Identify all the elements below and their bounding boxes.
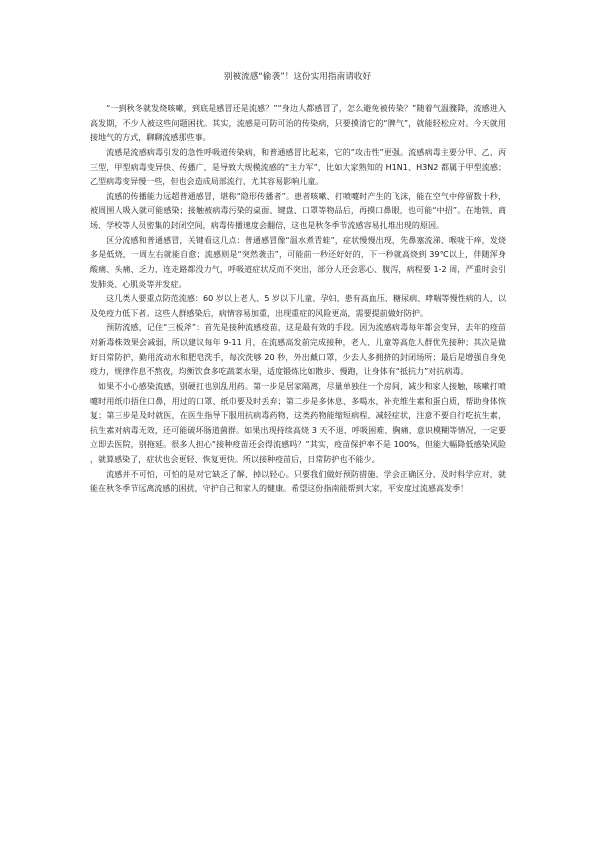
paragraph-what-is-flu: 流感是流感病毒引发的急性呼吸道传染病，和普通感冒比起来，它的“攻击性”更强。流感病毒主要分甲、乙、丙三型，甲型病毒变异快、传播广，是导致大规模流感的“主力军”，比如大家熟知的 H1N1、H3N2 都属于甲型流感；乙型病毒变异慢一些，但也会造成局部流行，尤其容易影响儿童。	[90, 147, 506, 187]
paragraph-high-risk-groups: 这几类人要重点防范流感：60 岁以上老人、5 岁以下儿童、孕妇、患有高血压、糖尿病、哮喘等慢性病的人，以及免疫力低下者。这些人群感染后，病情容易加重，出现重症的风险更高，需要提前做好防护。	[90, 294, 506, 318]
paragraph-if-infected: 如果不小心感染流感，别硬扛也别乱用药。第一步是居家隔离，尽量单独住一个房间，减少和家人接触，咳嗽打喷嚏时用纸巾捂住口鼻，用过的口罩、纸巾要及时丢弃；第二步是多休息、多喝水，补充维生素和蛋白质，帮助身体恢复；第三步是及时就医，在医生指导下服用抗病毒药物，这类药物能缩短病程、减轻症状，注意不要自行吃抗生素，抗生素对病毒无效，还可能破坏肠道菌群。如果出现持续高烧 3 天不退、呼吸困难、胸痛、意识模糊等情况，一定要立即去医院，别拖延。很多人担心“接种疫苗还会得流感吗？”其实，疫苗保护率不是 100%，但能大幅降低感染风险，就算感染了，症状也会更轻、恢复更快。所以接种疫苗后，日常防护也不能少。	[90, 381, 506, 464]
document-body	[90, 102, 506, 497]
document-title: 别被流感“偷袭”！这份实用指南请收好	[223, 72, 372, 82]
paragraph-conclusion: 流感并不可怕，可怕的是对它缺乏了解、掉以轻心。只要我们做好预防措施、学会正确区分、及时科学应对，就能在秋冬季节远离流感的困扰，守护自己和家人的健康。希望这份指南能帮到大家，平安度过流感高发季！	[90, 469, 506, 494]
paragraph-flu-vs-cold: 区分流感和普通感冒，关键看这几点：普通感冒像“温水煮青蛙”，症状慢慢出现，先鼻塞流涕、喉咙干痒，发烧多是低烧，一周左右就能自愈；流感则是“突然袭击”，可能前一秒还好好的，下一秒就高烧到 39℃以上，伴随浑身酸痛、头痛、乏力，连走路都没力气，呼吸道症状反而不突出，部分人还会恶心、腹泻，病程要 1-2 周，严重时会引发肺炎、心肌炎等并发症。	[90, 235, 506, 289]
paragraph-intro: “一到秋冬就发烧咳嗽，到底是感冒还是流感？”“身边人都感冒了，怎么避免被传染？”随着气温骤降，流感进入高发期，不少人被这些问题困扰。其实，流感是可防可治的传染病，只要摸清它的“脾气”，就能轻松应对。今天就用接地气的方式，聊聊流感那些事。	[90, 104, 506, 143]
paragraph-prevention: 预防流感，记住“三板斧”：首先是接种流感疫苗，这是最有效的手段。因为流感病毒每年都会变异，去年的疫苗对新毒株效果会减弱，所以建议每年 9-11 月，在流感高发前完成接种，老人、儿童等高危人群优先接种；其次是做好日常防护，勤用流动水和肥皂洗手，每次洗够 20 秒，外出戴口罩，少去人多拥挤的封闭场所；最后是增强自身免疫力，规律作息不熬夜，均衡饮食多吃蔬菜水果，适度锻炼比如散步、慢跑，让身体有“抵抗力”对抗病毒。	[90, 323, 506, 377]
paragraph-transmission: 流感的传播能力远超普通感冒，堪称“隐形传播者”。患者咳嗽、打喷嚏时产生的飞沫，能在空气中停留数十秒，被周围人吸入就可能感染；接触被病毒污染的桌面、键盘、口罩等物品后，再摸口鼻眼，也可能“中招”。在地铁、商场、学校等人员密集的封闭空间，病毒传播速度会翻倍，这也是秋冬季节流感容易扎堆出现的原因。	[90, 191, 506, 230]
